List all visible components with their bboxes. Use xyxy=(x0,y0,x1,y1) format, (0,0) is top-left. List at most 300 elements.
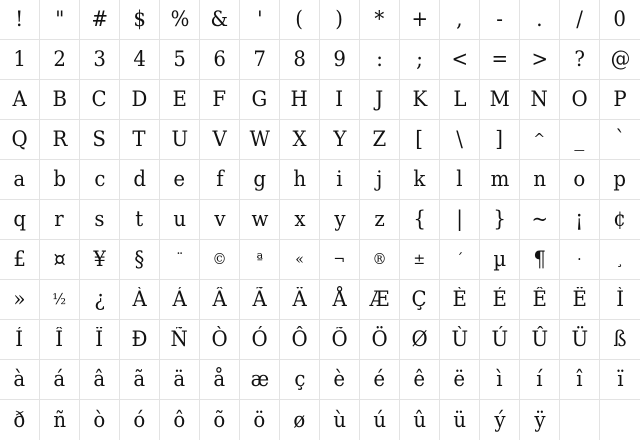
glyph-character: ï xyxy=(616,367,624,391)
glyph-cell[interactable] xyxy=(120,240,160,280)
glyph-cell[interactable] xyxy=(80,320,120,360)
glyph-cell[interactable] xyxy=(0,160,40,200)
glyph-cell[interactable] xyxy=(200,160,240,200)
glyph-cell[interactable] xyxy=(600,280,640,320)
glyph-cell[interactable] xyxy=(160,120,200,160)
glyph-cell[interactable] xyxy=(600,120,640,160)
glyph-character: 8 xyxy=(293,47,306,71)
glyph-cell[interactable] xyxy=(560,80,600,120)
glyph-cell[interactable] xyxy=(120,200,160,240)
glyph-character: [ xyxy=(415,127,424,151)
glyph-cell[interactable] xyxy=(480,240,520,280)
glyph-cell[interactable] xyxy=(560,160,600,200)
glyph-character: w xyxy=(251,207,268,231)
glyph-character: Ü xyxy=(571,327,588,351)
glyph-cell[interactable] xyxy=(200,120,240,160)
glyph-character: G xyxy=(251,87,268,111)
glyph-character: A xyxy=(12,87,27,111)
glyph-cell[interactable] xyxy=(80,360,120,400)
glyph-character: Í xyxy=(15,327,24,351)
glyph-cell[interactable] xyxy=(240,0,280,40)
glyph-cell[interactable] xyxy=(280,0,320,40)
glyph-cell[interactable] xyxy=(560,0,600,40)
glyph-cell[interactable] xyxy=(400,0,440,40)
glyph-character: Ñ xyxy=(170,327,189,351)
glyph-cell[interactable] xyxy=(280,320,320,360)
glyph-cell[interactable] xyxy=(560,320,600,360)
glyph-cell[interactable] xyxy=(360,280,400,320)
glyph-character: ó xyxy=(133,407,146,432)
glyph-cell[interactable] xyxy=(40,200,80,240)
glyph-character: ' xyxy=(256,7,263,31)
glyph-cell[interactable] xyxy=(600,160,640,200)
glyph-cell[interactable] xyxy=(400,80,440,120)
glyph-character: ô xyxy=(173,407,186,432)
glyph-cell[interactable] xyxy=(280,80,320,120)
glyph-character: p xyxy=(613,167,627,191)
glyph-cell[interactable] xyxy=(560,240,600,280)
glyph-cell[interactable] xyxy=(480,120,520,160)
glyph-cell[interactable] xyxy=(440,320,480,360)
glyph-character: $ xyxy=(133,7,146,31)
glyph-character: g xyxy=(253,167,266,191)
glyph-cell[interactable] xyxy=(160,40,200,80)
glyph-cell[interactable] xyxy=(480,0,520,40)
glyph-character: ! xyxy=(15,7,24,31)
glyph-cell[interactable] xyxy=(520,120,560,160)
glyph-cell[interactable] xyxy=(120,160,160,200)
glyph-character: e xyxy=(173,167,186,191)
glyph-character: y xyxy=(333,207,346,231)
glyph-cell[interactable] xyxy=(120,280,160,320)
glyph-character: 6 xyxy=(213,47,226,71)
glyph-character: E xyxy=(172,87,187,111)
glyph-cell[interactable] xyxy=(0,80,40,120)
glyph-cell[interactable] xyxy=(600,360,640,400)
glyph-cell[interactable] xyxy=(0,200,40,240)
glyph-character: K xyxy=(412,87,427,111)
glyph-cell[interactable] xyxy=(120,120,160,160)
glyph-cell[interactable] xyxy=(600,200,640,240)
glyph-cell[interactable] xyxy=(160,320,200,360)
glyph-cell[interactable] xyxy=(320,120,360,160)
glyph-character: Ê xyxy=(532,287,547,311)
glyph-character: É xyxy=(492,287,507,311)
glyph-cell[interactable] xyxy=(400,200,440,240)
glyph-cell[interactable] xyxy=(600,80,640,120)
glyph-cell[interactable] xyxy=(600,240,640,280)
glyph-cell[interactable] xyxy=(80,200,120,240)
glyph-cell[interactable] xyxy=(320,160,360,200)
glyph-cell[interactable] xyxy=(400,360,440,400)
glyph-character: î xyxy=(576,367,583,391)
glyph-cell[interactable] xyxy=(0,400,40,440)
glyph-character: ; xyxy=(416,47,423,71)
glyph-character: h xyxy=(293,167,306,191)
glyph-cell[interactable] xyxy=(440,280,480,320)
glyph-character: B xyxy=(52,87,67,111)
glyph-character: Ä xyxy=(292,287,307,311)
glyph-cell[interactable] xyxy=(400,40,440,80)
glyph-cell[interactable] xyxy=(280,120,320,160)
glyph-cell[interactable] xyxy=(560,40,600,80)
glyph-cell[interactable] xyxy=(0,280,40,320)
glyph-cell[interactable] xyxy=(280,240,320,280)
glyph-cell[interactable] xyxy=(320,40,360,80)
glyph-character: ® xyxy=(372,250,387,268)
glyph-character: ] xyxy=(495,127,504,151)
glyph-character: ð xyxy=(13,407,26,432)
glyph-cell[interactable] xyxy=(0,0,40,40)
glyph-cell[interactable] xyxy=(0,40,40,80)
glyph-character: O xyxy=(571,87,588,111)
glyph-cell[interactable] xyxy=(160,0,200,40)
glyph-character: ~ xyxy=(531,207,548,231)
glyph-character: ` xyxy=(615,127,625,151)
glyph-character: 9 xyxy=(333,47,346,71)
glyph-character: ¥ xyxy=(93,247,106,271)
glyph-cell[interactable] xyxy=(280,280,320,320)
glyph-cell[interactable] xyxy=(400,320,440,360)
glyph-cell[interactable] xyxy=(280,200,320,240)
glyph-cell[interactable] xyxy=(200,360,240,400)
glyph-cell[interactable] xyxy=(560,400,600,440)
glyph-cell[interactable] xyxy=(0,320,40,360)
glyph-cell[interactable] xyxy=(80,400,120,440)
glyph-character: © xyxy=(212,250,227,268)
glyph-cell[interactable] xyxy=(80,120,120,160)
glyph-cell[interactable] xyxy=(520,80,560,120)
glyph-cell[interactable] xyxy=(240,160,280,200)
glyph-cell[interactable] xyxy=(320,400,360,440)
glyph-character: ê xyxy=(413,367,426,391)
glyph-character: \ xyxy=(456,127,463,151)
glyph-character: é xyxy=(373,367,386,391)
glyph-cell[interactable] xyxy=(600,400,640,440)
glyph-character: M xyxy=(489,87,510,111)
glyph-character: S xyxy=(92,127,107,151)
glyph-cell[interactable] xyxy=(40,280,80,320)
glyph-cell[interactable] xyxy=(80,0,120,40)
glyph-character: ü xyxy=(453,407,466,432)
glyph-character: ä xyxy=(173,367,186,391)
glyph-character: m xyxy=(490,167,509,191)
glyph-character: a xyxy=(13,167,26,191)
glyph-cell[interactable] xyxy=(240,80,280,120)
glyph-cell[interactable] xyxy=(520,0,560,40)
glyph-character: ¨ xyxy=(175,250,184,268)
glyph-cell[interactable] xyxy=(320,240,360,280)
glyph-cell[interactable] xyxy=(360,360,400,400)
glyph-cell[interactable] xyxy=(320,200,360,240)
glyph-character: ¿ xyxy=(94,287,105,311)
glyph-cell[interactable] xyxy=(560,200,600,240)
glyph-character: ) xyxy=(335,7,344,31)
glyph-cell[interactable] xyxy=(560,280,600,320)
glyph-character: ^ xyxy=(533,130,546,148)
glyph-cell[interactable] xyxy=(360,400,400,440)
glyph-character: Ô xyxy=(291,327,308,351)
glyph-cell[interactable] xyxy=(40,80,80,120)
glyph-cell[interactable] xyxy=(360,320,400,360)
glyph-character: 0 xyxy=(613,7,627,31)
glyph-character: ( xyxy=(295,7,304,31)
glyph-character: ö xyxy=(253,407,266,432)
glyph-character: c xyxy=(93,167,106,191)
glyph-cell[interactable] xyxy=(400,240,440,280)
glyph-cell[interactable] xyxy=(280,400,320,440)
glyph-character: - xyxy=(496,7,503,31)
glyph-character: U xyxy=(171,127,188,151)
glyph-character: < xyxy=(451,47,468,71)
glyph-cell[interactable] xyxy=(240,120,280,160)
glyph-character: Z xyxy=(372,127,387,151)
glyph-cell[interactable] xyxy=(160,200,200,240)
glyph-character: » xyxy=(13,287,26,311)
glyph-cell[interactable] xyxy=(200,320,240,360)
glyph-cell[interactable] xyxy=(480,360,520,400)
glyph-cell[interactable] xyxy=(480,200,520,240)
glyph-cell[interactable] xyxy=(0,360,40,400)
glyph-cell[interactable] xyxy=(120,400,160,440)
glyph-cell[interactable] xyxy=(200,280,240,320)
glyph-cell[interactable] xyxy=(160,400,200,440)
glyph-cell[interactable] xyxy=(160,160,200,200)
glyph-cell[interactable] xyxy=(120,80,160,120)
glyph-character: í xyxy=(536,367,543,391)
glyph-character: Ï xyxy=(95,327,104,351)
glyph-character: ì xyxy=(496,367,503,391)
glyph-character: > xyxy=(531,47,548,71)
glyph-character: ½ xyxy=(52,290,67,308)
glyph-character: d xyxy=(133,167,146,191)
glyph-character: b xyxy=(53,167,66,191)
glyph-character: § xyxy=(134,247,145,271)
glyph-character: Ú xyxy=(491,327,508,351)
glyph-character: Ì xyxy=(616,287,624,311)
glyph-cell[interactable] xyxy=(600,320,640,360)
glyph-character: P xyxy=(613,87,627,111)
glyph-cell[interactable] xyxy=(360,40,400,80)
glyph-character: ß xyxy=(613,327,627,351)
glyph-character: È xyxy=(452,287,467,311)
glyph-character: û xyxy=(413,407,426,432)
glyph-cell[interactable] xyxy=(160,280,200,320)
glyph-character: R xyxy=(52,127,67,151)
glyph-character: ã xyxy=(133,367,146,391)
glyph-character: L xyxy=(452,87,467,111)
glyph-cell[interactable] xyxy=(240,240,280,280)
glyph-cell[interactable] xyxy=(480,320,520,360)
glyph-cell[interactable] xyxy=(80,80,120,120)
glyph-character: Å xyxy=(332,287,347,311)
glyph-character: D xyxy=(131,87,148,111)
glyph-character: j xyxy=(376,167,383,191)
glyph-character: Q xyxy=(11,127,28,151)
glyph-cell[interactable] xyxy=(360,80,400,120)
glyph-cell[interactable] xyxy=(120,0,160,40)
glyph-character: ç xyxy=(293,367,306,391)
glyph-cell[interactable] xyxy=(160,80,200,120)
glyph-character: | xyxy=(456,207,463,231)
glyph-cell[interactable] xyxy=(440,360,480,400)
glyph-cell[interactable] xyxy=(360,0,400,40)
glyph-cell[interactable] xyxy=(40,0,80,40)
glyph-cell[interactable] xyxy=(200,200,240,240)
glyph-character: ë xyxy=(453,367,466,391)
glyph-cell[interactable] xyxy=(280,160,320,200)
glyph-cell[interactable] xyxy=(520,400,560,440)
glyph-cell[interactable] xyxy=(120,40,160,80)
glyph-character: Á xyxy=(172,287,187,311)
glyph-cell[interactable] xyxy=(240,400,280,440)
glyph-cell[interactable] xyxy=(440,160,480,200)
glyph-character: V xyxy=(212,127,227,151)
glyph-character: f xyxy=(215,167,224,191)
glyph-cell[interactable] xyxy=(0,240,40,280)
glyph-cell[interactable] xyxy=(200,80,240,120)
glyph-cell[interactable] xyxy=(480,80,520,120)
glyph-character: ´ xyxy=(455,250,464,268)
glyph-cell[interactable] xyxy=(360,120,400,160)
glyph-character: , xyxy=(456,7,463,31)
glyph-character: N xyxy=(530,87,549,111)
glyph-character: 4 xyxy=(133,47,146,71)
glyph-cell[interactable] xyxy=(240,280,280,320)
glyph-cell[interactable] xyxy=(40,320,80,360)
glyph-cell[interactable] xyxy=(160,240,200,280)
glyph-character: ¬ xyxy=(333,250,346,268)
glyph-cell[interactable] xyxy=(400,160,440,200)
glyph-cell[interactable] xyxy=(40,240,80,280)
glyph-cell[interactable] xyxy=(480,160,520,200)
glyph-cell[interactable] xyxy=(200,240,240,280)
glyph-cell[interactable] xyxy=(400,120,440,160)
glyph-character: õ xyxy=(213,407,226,432)
glyph-cell[interactable] xyxy=(440,200,480,240)
glyph-character: Õ xyxy=(331,327,348,351)
glyph-cell[interactable] xyxy=(280,40,320,80)
glyph-cell[interactable] xyxy=(40,120,80,160)
glyph-character: q xyxy=(13,207,26,231)
glyph-cell[interactable] xyxy=(240,360,280,400)
glyph-cell[interactable] xyxy=(400,400,440,440)
glyph-cell[interactable] xyxy=(520,200,560,240)
glyph-character: x xyxy=(293,207,306,231)
glyph-character: £ xyxy=(13,247,26,271)
glyph-character: + xyxy=(411,7,428,31)
glyph-character: ÿ xyxy=(533,407,546,432)
glyph-cell[interactable] xyxy=(320,0,360,40)
glyph-character: . xyxy=(536,7,543,31)
glyph-cell[interactable] xyxy=(520,280,560,320)
glyph-cell[interactable] xyxy=(80,280,120,320)
glyph-cell[interactable] xyxy=(360,240,400,280)
glyph-cell[interactable] xyxy=(440,240,480,280)
glyph-cell[interactable] xyxy=(80,240,120,280)
glyph-cell[interactable] xyxy=(560,360,600,400)
glyph-cell[interactable] xyxy=(320,80,360,120)
glyph-character: 7 xyxy=(253,47,266,71)
glyph-cell[interactable] xyxy=(560,120,600,160)
glyph-cell[interactable] xyxy=(40,40,80,80)
glyph-cell[interactable] xyxy=(520,360,560,400)
glyph-cell[interactable] xyxy=(160,360,200,400)
glyph-character: À xyxy=(132,287,147,311)
glyph-cell[interactable] xyxy=(200,0,240,40)
glyph-character: Â xyxy=(212,287,227,311)
glyph-cell[interactable] xyxy=(40,160,80,200)
glyph-cell[interactable] xyxy=(80,40,120,80)
glyph-cell[interactable] xyxy=(40,400,80,440)
glyph-cell[interactable] xyxy=(80,160,120,200)
glyph-cell[interactable] xyxy=(520,240,560,280)
glyph-cell[interactable] xyxy=(520,320,560,360)
glyph-cell[interactable] xyxy=(240,40,280,80)
glyph-cell[interactable] xyxy=(280,360,320,400)
glyph-character: # xyxy=(91,7,108,31)
glyph-character: æ xyxy=(250,367,269,391)
glyph-cell[interactable] xyxy=(320,280,360,320)
glyph-cell[interactable] xyxy=(0,120,40,160)
glyph-character: Ò xyxy=(211,327,228,351)
glyph-cell[interactable] xyxy=(480,400,520,440)
glyph-cell[interactable] xyxy=(40,360,80,400)
glyph-cell[interactable] xyxy=(120,360,160,400)
glyph-cell[interactable] xyxy=(200,40,240,80)
glyph-character: Æ xyxy=(369,287,390,311)
glyph-character: Ù xyxy=(451,327,468,351)
glyph-cell[interactable] xyxy=(400,280,440,320)
glyph-cell[interactable] xyxy=(240,320,280,360)
glyph-cell[interactable] xyxy=(200,400,240,440)
glyph-cell[interactable] xyxy=(440,400,480,440)
glyph-character: Û xyxy=(531,327,548,351)
glyph-character: Ð xyxy=(131,327,148,351)
glyph-character: ñ xyxy=(53,407,66,432)
glyph-character: 3 xyxy=(93,47,106,71)
glyph-character: : xyxy=(376,47,383,71)
glyph-cell[interactable] xyxy=(480,40,520,80)
glyph-character: / xyxy=(576,7,583,31)
glyph-character: o xyxy=(573,167,586,191)
glyph-character: 2 xyxy=(53,47,66,71)
glyph-cell[interactable] xyxy=(520,40,560,80)
glyph-cell[interactable] xyxy=(320,360,360,400)
glyph-cell[interactable] xyxy=(360,160,400,200)
glyph-cell[interactable] xyxy=(440,80,480,120)
glyph-character: * xyxy=(374,7,385,31)
glyph-cell[interactable] xyxy=(600,40,640,80)
glyph-character: l xyxy=(456,167,463,191)
glyph-cell[interactable] xyxy=(360,200,400,240)
glyph-cell[interactable] xyxy=(520,160,560,200)
glyph-character: Ö xyxy=(371,327,388,351)
glyph-character: « xyxy=(295,250,304,268)
glyph-cell[interactable] xyxy=(320,320,360,360)
glyph-character: Î xyxy=(55,327,64,351)
glyph-cell[interactable] xyxy=(600,0,640,40)
glyph-cell[interactable] xyxy=(440,40,480,80)
glyph-cell[interactable] xyxy=(440,0,480,40)
glyph-cell[interactable] xyxy=(120,320,160,360)
glyph-cell[interactable] xyxy=(480,280,520,320)
glyph-character: J xyxy=(375,87,384,111)
glyph-cell[interactable] xyxy=(440,120,480,160)
glyph-character: Ç xyxy=(411,287,428,311)
glyph-cell[interactable] xyxy=(240,200,280,240)
glyph-character: Ë xyxy=(572,287,587,311)
